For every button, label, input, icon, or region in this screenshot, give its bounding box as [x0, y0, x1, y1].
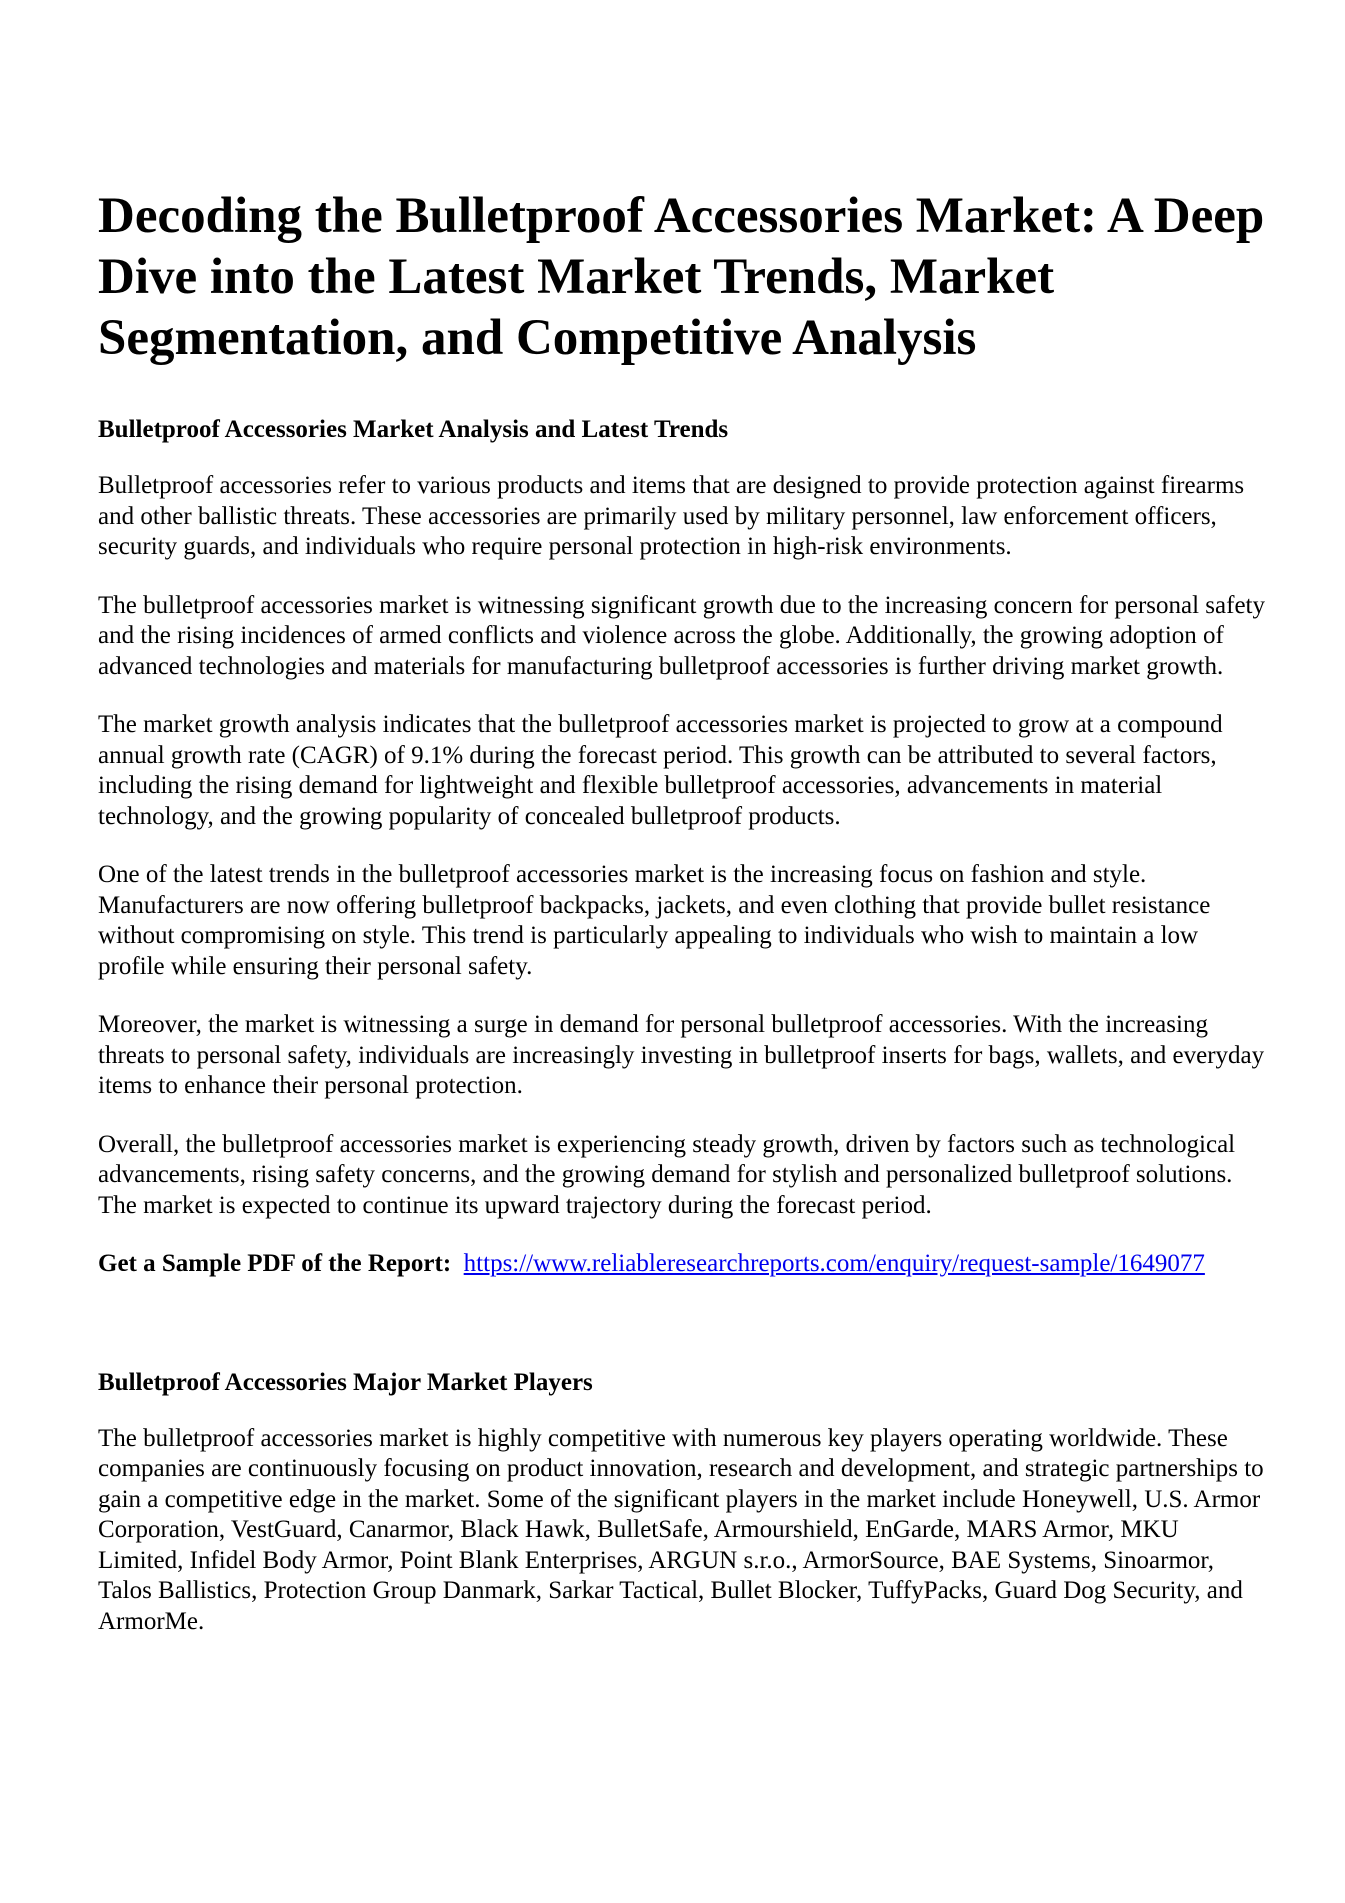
paragraph: Overall, the bulletproof accessories market is experiencing steady growth, driven by factors such as technological advancements, rising safety concerns, and the growing demand for stylish and personalized bulletproof solutions. The market is expected to continue its upward trajectory during the forecast period.: [98, 1130, 1236, 1219]
sample-pdf-link[interactable]: https://www.reliableresearchreports.com/enquiry/request-sample/1649077: [463, 1250, 1205, 1277]
sample-pdf-label: Get a Sample PDF of the Report:: [98, 1250, 452, 1277]
paragraph: One of the latest trends in the bulletproof accessories market is the increasing focus on fashion and style. Manufacturers are now offering bulletproof backpacks, jackets, and even clothing that provide bullet resistance without compromising on style. This trend is particularly appealing to individuals who wish to maintain a low profile while ensuring their personal safety.: [98, 861, 1211, 980]
paragraph: The market growth analysis indicates that the bulletproof accessories market is projected to grow at a compound annual growth rate (CAGR) of 9.1% during the forecast period. This growth can be attributed to several factors, including the rising demand for lightweight and flexible bulletproof accessories, advancements in material technology, and the growing popularity of concealed bulletproof products.: [98, 711, 1223, 830]
paragraph: Bulletproof accessories refer to various products and items that are designed to provide protection against firearms and other ballistic threats. These accessories are primarily used by military personnel, law enforcement officers, security guards, and individuals who require personal protection in high-risk environments.: [98, 472, 1245, 560]
page-title: Decoding the Bulletproof Accessories Market: A Deep Dive into the Latest Market Trends, Market Segmentation, and Competitive Analysis: [98, 188, 1265, 366]
section-heading-players: Bulletproof Accessories Major Market Players: [98, 1368, 593, 1396]
paragraph: The bulletproof accessories market is highly competitive with numerous key players operating worldwide. These companies are continuously focusing on product innovation, research and development, and strategic partnerships to gain a competitive edge in the market. Some of the significant players in the market include Honeywell, U.S. Armor Corporation, VestGuard, Canarmor, Black Hawk, BulletSafe, Armourshield, EnGarde, MARS Armor, MKU Limited, Infidel Body Armor, Point Blank Enterprises, ARGUN s.r.o., ArmorSource, BAE Systems, Sinoarmor, Talos Ballistics, Protection Group Danmark, Sarkar Tactical, Bullet Blocker, TuffyPacks, Guard Dog Security, and ArmorMe.: [98, 1424, 1264, 1635]
document-page: [98, 186, 1268, 1637]
paragraph: Moreover, the market is witnessing a surge in demand for personal bulletproof accessories. With the increasing threats to personal safety, individuals are increasingly investing in bulletproof inserts for bags, wallets, and everyday items to enhance their personal protection.: [98, 1011, 1265, 1099]
section-heading-analysis: Bulletproof Accessories Market Analysis and Latest Trends: [98, 416, 729, 443]
sample-pdf-line: [98, 1249, 1268, 1280]
paragraph: The bulletproof accessories market is witnessing significant growth due to the increasing concern for personal safety and the rising incidences of armed conflicts and violence across the globe. Additionally, the growing adoption of advanced technologies and materials for manufacturing bulletproof accessories is further driving market growth.: [98, 591, 1265, 680]
